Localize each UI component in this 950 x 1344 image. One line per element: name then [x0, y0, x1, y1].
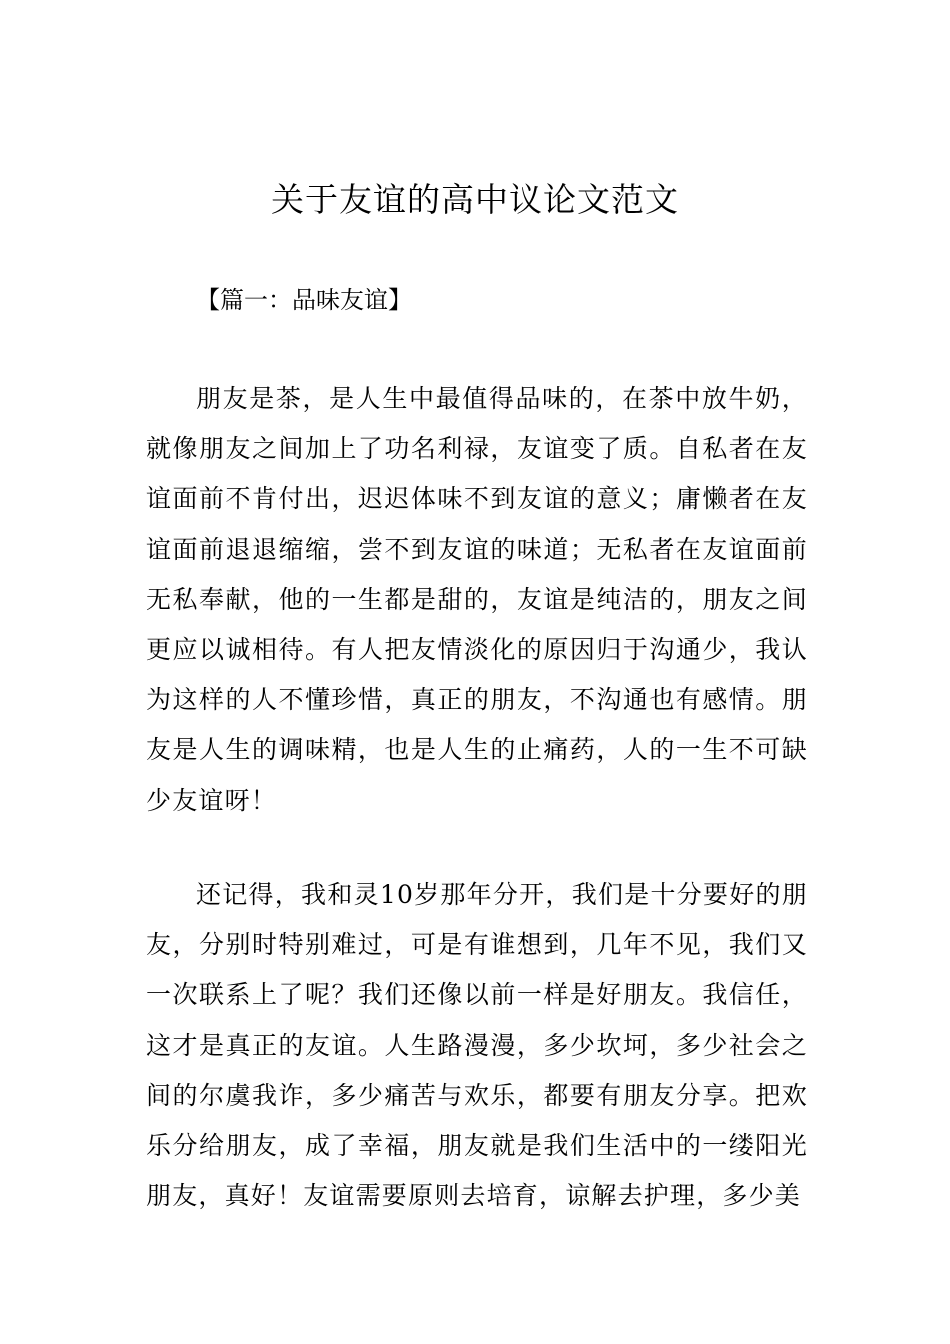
section-heading: 【篇一：品味友谊】 [196, 286, 412, 314]
body-paragraph-2: 还记得，我和灵10岁那年分开，我们是十分要好的朋友，分别时特别难过，可是有谁想到，几年不见，我们又一次联系上了呢？我们还像以前一样是好朋友。我信任，这才是真正的友谊。人生路漫漫，多少坎坷，多少社会之间的尔虞我诈，多少痛苦与欢乐，都要有朋友分享。把欢乐分给朋友，成了幸福，朋友就是我们生活中的一缕阳光朋友，真好！友谊需要原则去培育，谅解去护理，多少美 [146, 880, 808, 1211]
document-title: 关于友谊的高中议论文范文 [271, 180, 679, 219]
body-paragraph-1: 朋友是茶，是人生中最值得品味的，在茶中放牛奶，就像朋友之间加上了功名利禄，友谊变了质。自私者在友谊面前不肯付出，迟迟体味不到友谊的意义；庸懒者在友谊面前退退缩缩，尝不到友谊的味道；无私者在友谊面前无私奉献，他的一生都是甜的，友谊是纯洁的，朋友之间更应以诚相待。有人把友情淡化的原因归于沟通少，我认为这样的人不懂珍惜，真正的朋友，不沟通也有感情。朋友是人生的调味精，也是人生的止痛药，人的一生不可缺少友谊呀！ [146, 384, 808, 815]
